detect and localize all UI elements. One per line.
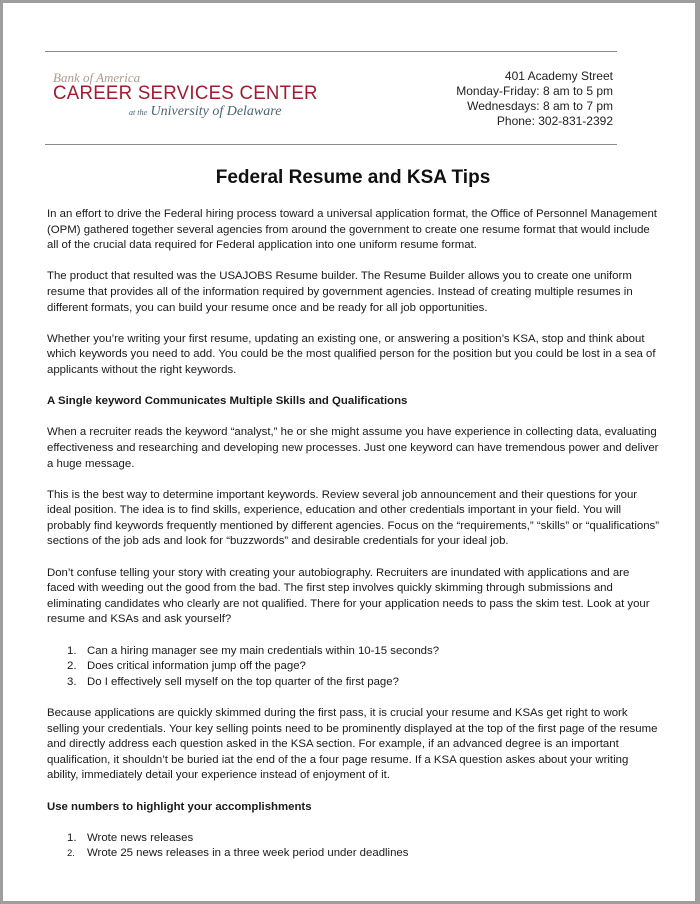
address-phone: Phone: 302-831-2392 bbox=[496, 114, 613, 128]
keywords-paragraph-2: This is the best way to determine important keywords. Review several job announcement and their questions for your ideal position. The idea is to find skills, experience, education and other credentials important in your field. You will probably find keywords frequently mentioned by different agencies. Focus on the “requirements,” “skills” or “qualifications” sections of the job ads and look for “buzzwords” and desirable credentials for your ideal job. bbox=[47, 488, 660, 548]
skim-paragraph: Because applications are quickly skimmed during the first pass, it is crucial your resume and KSAs get right to work selling your credentials. Your key selling points need to be prominently displayed at the top of the first page of the resume and directly address each question asked in the KSA section. For example, if an advanced degree is an important qualification, it shouldn’t be buried iat the end of the a four page resume. If a KSA question askes about your writing ability, immediately detail your experience instead of enjoyment of it. bbox=[47, 707, 658, 782]
logo-university-text: University of Delaware bbox=[150, 104, 282, 119]
list-text: Can a hiring manager see my main credentials within 10-15 seconds? bbox=[87, 644, 440, 657]
career-center-logo bbox=[53, 71, 323, 121]
list-text: Do I effectively sell myself on the top quarter of the first page? bbox=[87, 675, 399, 688]
list-item bbox=[47, 675, 659, 691]
list-number: 2. bbox=[67, 848, 75, 860]
accomplishments-list bbox=[47, 831, 659, 862]
page-title: Federal Resume and KSA Tips bbox=[215, 167, 491, 188]
logo-center-text: CAREER SERVICES CENTER bbox=[53, 83, 318, 104]
list-item bbox=[47, 644, 659, 660]
list-text: Wrote news releases bbox=[87, 831, 194, 844]
section-heading-numbers: Use numbers to highlight your accomplishments bbox=[47, 800, 312, 813]
intro-paragraph-3: Whether you’re writing your first resume, updating an existing one, or answering a position’s KSA, stop and think about which keywords you need to add. You could be the most qualified person for the position but you could be lost in a sea of applicants without the right keywords. bbox=[47, 332, 656, 376]
contact-address bbox=[456, 69, 613, 129]
address-hours-wednesday: Wednesdays: 8 am to 7 pm bbox=[467, 99, 613, 113]
intro-paragraph-1: In an effort to drive the Federal hiring process toward a universal application format, the Office of Personnel Management (OPM) gathered together several agencies from around the government to create one resume format that would include all of the crucial data required for Federal application into one uniform resume format. bbox=[47, 208, 657, 252]
address-hours-weekday: Monday-Friday: 8 am to 5 pm bbox=[456, 84, 613, 98]
list-number: 3. bbox=[67, 675, 77, 688]
list-text: Wrote 25 news releases in a three week period under deadlines bbox=[87, 847, 409, 860]
list-item bbox=[47, 846, 659, 862]
keywords-paragraph-1: When a recruiter reads the keyword “analyst,” he or she might assume you have experience in collecting data, evaluating effectiveness and researching and developing new processes. Just one keyword can have tremendous power and deliver a huge message. bbox=[47, 426, 659, 470]
document-body bbox=[47, 207, 659, 878]
logo-bank-text: Bank of America bbox=[53, 70, 141, 85]
list-number: 2. bbox=[67, 660, 77, 673]
skim-questions-list bbox=[47, 644, 659, 691]
section-heading-keywords: A Single keyword Communicates Multiple Skills and Qualifications bbox=[47, 395, 408, 408]
keywords-paragraph-3: Don’t confuse telling your story with creating your autobiography. Recruiters are inundated with applications and are faced with weeding out the good from the bad. The first step involves quickly skimming through submissions and eliminating candidates who clearly are not qualified. There for your application needs to pass the skim test. Look at your resume and KSAs and ask yourself? bbox=[47, 566, 650, 626]
logo-at-text: at the bbox=[129, 108, 147, 117]
logo-university-line bbox=[129, 104, 323, 121]
address-street: 401 Academy Street bbox=[504, 69, 613, 83]
list-item bbox=[47, 659, 659, 675]
list-number: 1. bbox=[67, 644, 77, 657]
list-item bbox=[47, 831, 659, 847]
list-number: 1. bbox=[67, 831, 77, 844]
intro-paragraph-2: The product that resulted was the USAJOBS Resume builder. The Resume Builder allows you to create one uniform resume that provides all of the information required by government agencies. Instead of creating multiple resumes in different formats, you can build your resume once and be ready for all job opportunities. bbox=[47, 270, 633, 314]
document-page bbox=[3, 3, 695, 901]
header-bottom-rule bbox=[45, 144, 617, 145]
list-text: Does critical information jump off the page? bbox=[87, 660, 306, 673]
header-top-rule bbox=[45, 51, 617, 52]
